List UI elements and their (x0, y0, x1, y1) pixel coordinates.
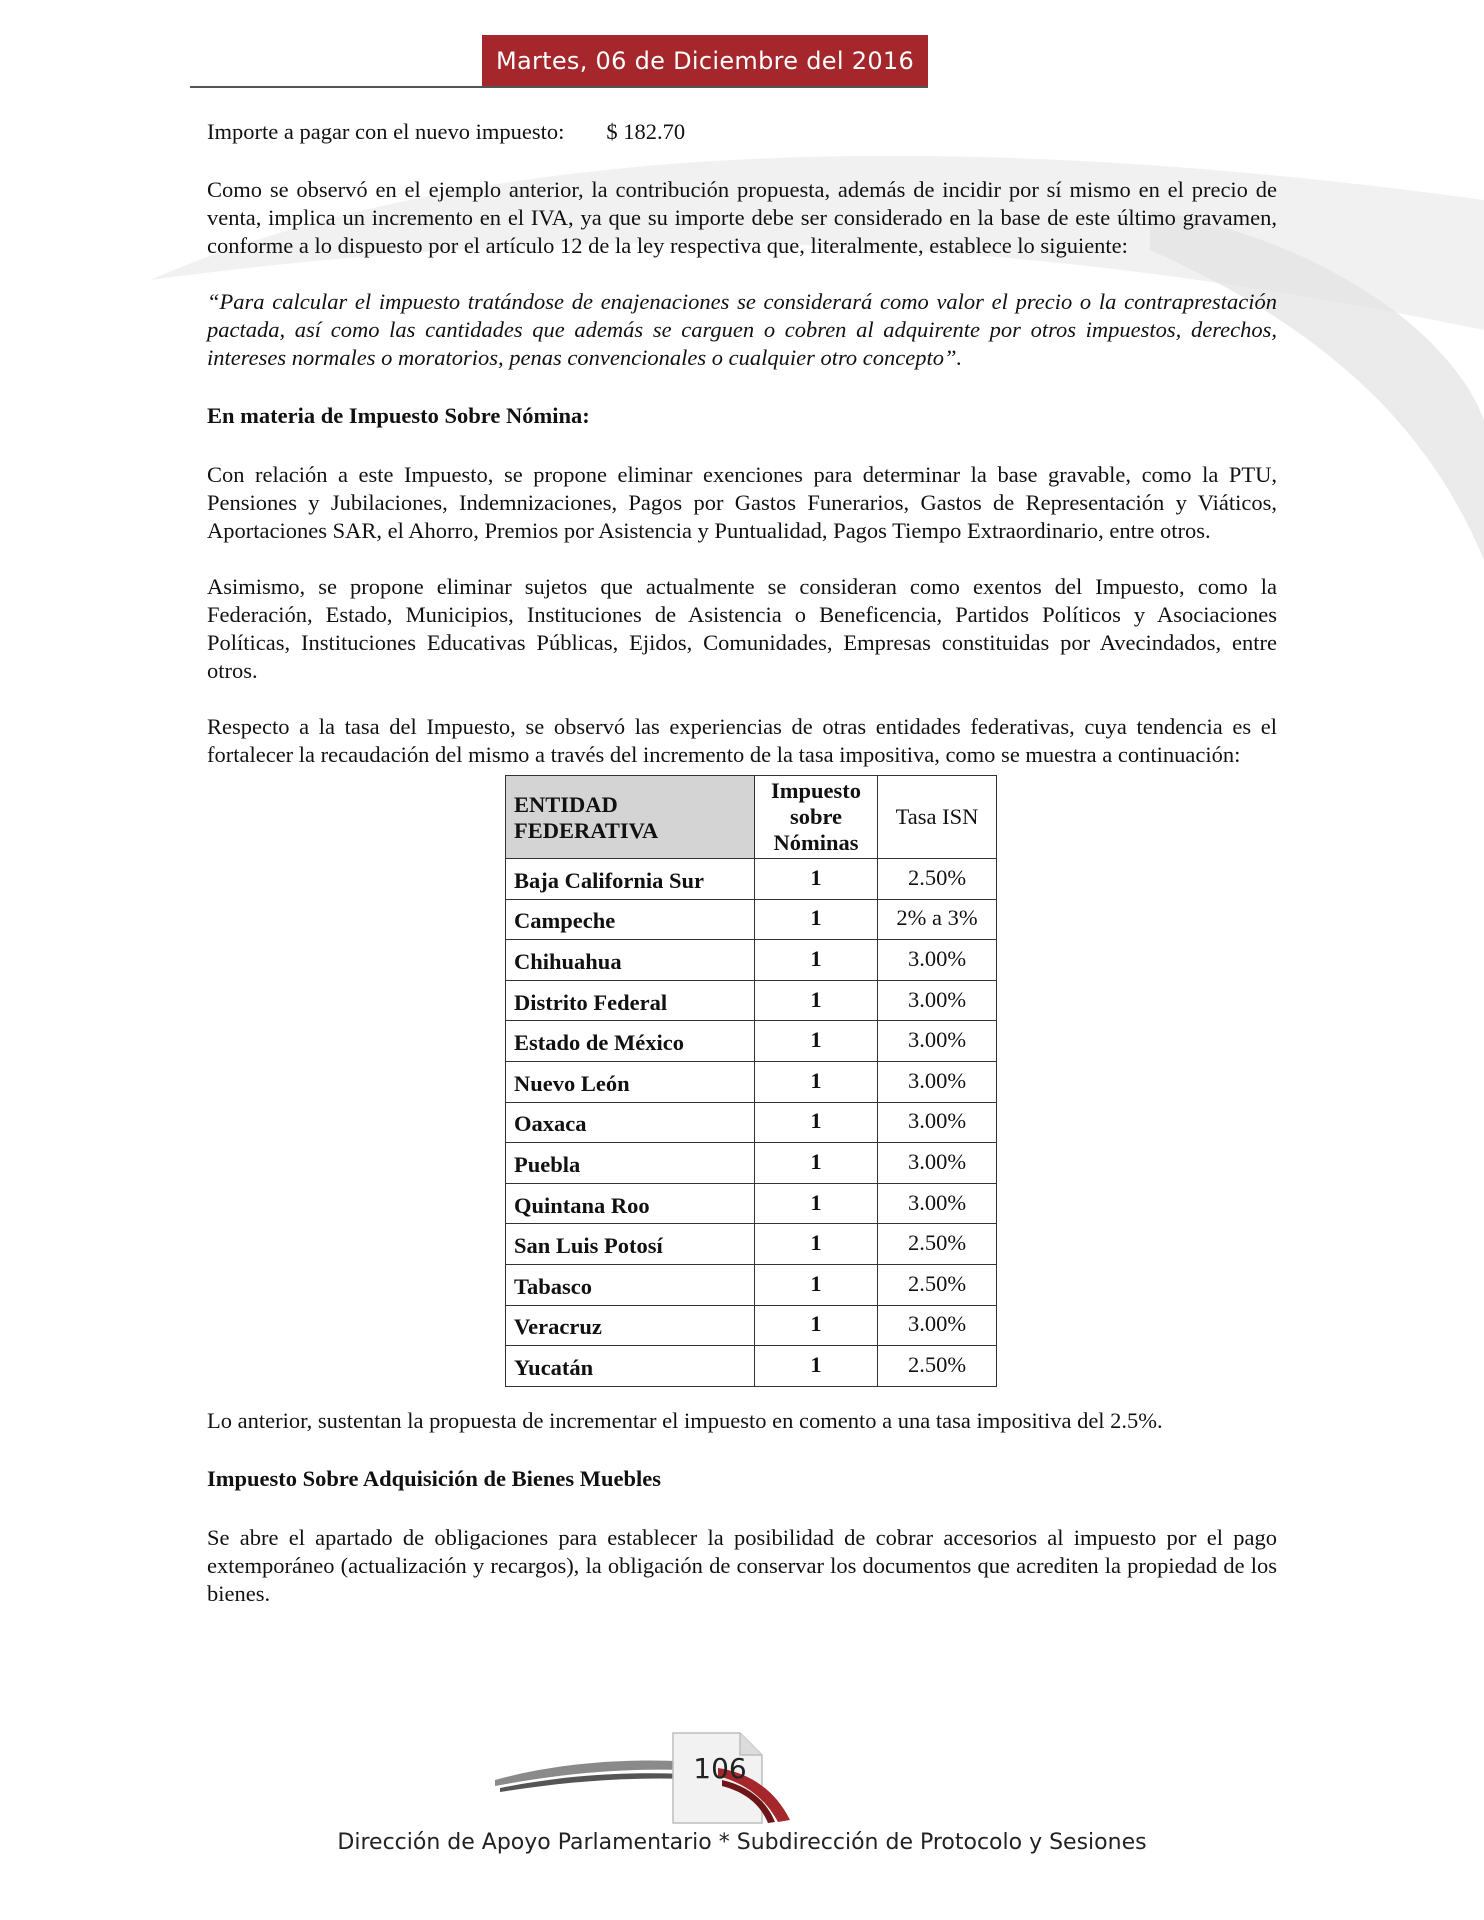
page-number: 106 (693, 1752, 747, 1785)
isn-rates-table (505, 775, 997, 1387)
cell-tasa: 3.00% (878, 1143, 997, 1184)
cell-entidad: Yucatán (506, 1346, 755, 1387)
paragraph-iva: Como se observó en el ejemplo anterior, la contribución propuesta, además de incidir por sí mismo en el precio de venta, implica un incremento en el IVA, ya que su importe debe ser considerado en la base de este último gravamen, conforme a lo dispuesto por el artículo 12 de la ley respectiva que, literalmente, establece lo siguiente: (207, 177, 1277, 258)
table-row (506, 1102, 997, 1143)
cell-entidad: Quintana Roo (506, 1183, 755, 1224)
cell-tasa: 3.00% (878, 1305, 997, 1346)
cell-tasa: 3.00% (878, 1021, 997, 1062)
cell-tasa: 2% a 3% (878, 899, 997, 940)
cell-tasa: 2.50% (878, 1346, 997, 1387)
paragraph-sujetos: Asimismo, se propone eliminar sujetos que actualmente se consideran como exentos del Impuesto, como la Federación, Estado, Municipios, Instituciones de Asistencia o Beneficencia, Partidos Políticos y Asociaciones Políticas, Instituciones Educativas Públicas, Ejidos, Comunidades, Empresas constituidas por Avecindados, entre otros. (207, 574, 1277, 683)
paragraph-exenciones: Con relación a este Impuesto, se propone eliminar exenciones para determinar la base gravable, como la PTU, Pensiones y Jubilaciones, Indemnizaciones, Pagos por Gastos Funerarios, Gastos de Representación y Viáticos, Aportaciones SAR, el Ahorro, Premios por Asistencia y Puntualidad, Pagos Tiempo Extraordinario, entre otros. (207, 462, 1277, 543)
table-row (506, 899, 997, 940)
table-row (506, 1021, 997, 1062)
cell-entidad: Distrito Federal (506, 980, 755, 1021)
header-rule (190, 86, 928, 88)
header-date-band (482, 35, 928, 87)
document-body (207, 118, 1277, 1608)
header-date: Martes, 06 de Diciembre del 2016 (495, 47, 915, 75)
table-row (506, 1305, 997, 1346)
cell-entidad: Chihuahua (506, 940, 755, 981)
cell-entidad: Oaxaca (506, 1102, 755, 1143)
quote-article-12: “Para calcular el impuesto tratándose de enajenaciones se considerará como valor el precio o la contraprestación pactada, así como las cantidades que además se carguen o cobren al adquirente por otros impuestos, derechos, intereses normales o moratorios, penas convencionales o cualquier otro concepto”. (207, 289, 1277, 370)
cell-entidad: Nuevo León (506, 1061, 755, 1102)
header-entidad: ENTIDAD FEDERATIVA (506, 776, 755, 859)
cell-tasa: 3.00% (878, 1183, 997, 1224)
footer-text: Dirección de Apoyo Parlamentario * Subdirección de Protocolo y Sesiones (337, 1830, 1147, 1855)
table-row (506, 859, 997, 900)
amount-line (207, 118, 1277, 146)
cell-entidad: Tabasco (506, 1264, 755, 1305)
cell-entidad: San Luis Potosí (506, 1224, 755, 1265)
cell-entidad: Campeche (506, 899, 755, 940)
header-tasa-isn: Tasa ISN (878, 776, 997, 859)
cell-tasa: 2.50% (878, 1224, 997, 1265)
heading-nomina: En materia de Impuesto Sobre Nómina: (207, 403, 590, 428)
amount-label: Importe a pagar con el nuevo impuesto: (207, 119, 565, 144)
isn-table-wrapper (505, 775, 1277, 1387)
cell-impuesto: 1 (755, 1021, 878, 1062)
table-row (506, 1224, 997, 1265)
cell-entidad: Baja California Sur (506, 859, 755, 900)
table-row (506, 1061, 997, 1102)
cell-tasa: 2.50% (878, 1264, 997, 1305)
amount-value: $ 182.70 (606, 119, 686, 144)
paragraph-tasa: Respecto a la tasa del Impuesto, se observó las experiencias de otras entidades federativas, cuya tendencia es el fortalecer la recaudación del mismo a través del incremento de la tasa impositiva, como se muestra a continuación: (207, 714, 1277, 767)
cell-impuesto: 1 (755, 1183, 878, 1224)
cell-entidad: Estado de México (506, 1021, 755, 1062)
table-row (506, 980, 997, 1021)
table-row (506, 1183, 997, 1224)
table-row (506, 1264, 997, 1305)
table-header-row (506, 776, 997, 859)
cell-impuesto: 1 (755, 1224, 878, 1265)
cell-impuesto: 1 (755, 940, 878, 981)
cell-tasa: 3.00% (878, 980, 997, 1021)
cell-impuesto: 1 (755, 1061, 878, 1102)
cell-tasa: 3.00% (878, 940, 997, 981)
cell-impuesto: 1 (755, 980, 878, 1021)
table-row (506, 940, 997, 981)
paragraph-propuesta: Lo anterior, sustentan la propuesta de incrementar el impuesto en comento a una tasa impositiva del 2.5%. (207, 1407, 1163, 1433)
cell-impuesto: 1 (755, 859, 878, 900)
footer-page-swoosh-icon (490, 1728, 830, 1828)
paragraph-obligaciones: Se abre el apartado de obligaciones para establecer la posibilidad de cobrar accesorios al impuesto por el pago extemporáneo (actualización y recargos), la obligación de conservar los documentos que acrediten la propiedad de los bienes. (207, 1524, 1277, 1606)
table-row (506, 1143, 997, 1184)
heading-bienes-muebles: Impuesto Sobre Adquisición de Bienes Muebles (207, 1465, 662, 1491)
cell-impuesto: 1 (755, 1143, 878, 1184)
cell-entidad: Veracruz (506, 1305, 755, 1346)
cell-tasa: 3.00% (878, 1102, 997, 1143)
header-impuesto-nominas: Impuesto sobre Nóminas (755, 776, 878, 859)
cell-tasa: 2.50% (878, 859, 997, 900)
table-row (506, 1346, 997, 1387)
cell-impuesto: 1 (755, 1346, 878, 1387)
cell-tasa: 3.00% (878, 1061, 997, 1102)
cell-impuesto: 1 (755, 899, 878, 940)
cell-impuesto: 1 (755, 1305, 878, 1346)
cell-entidad: Puebla (506, 1143, 755, 1184)
cell-impuesto: 1 (755, 1264, 878, 1305)
cell-impuesto: 1 (755, 1102, 878, 1143)
